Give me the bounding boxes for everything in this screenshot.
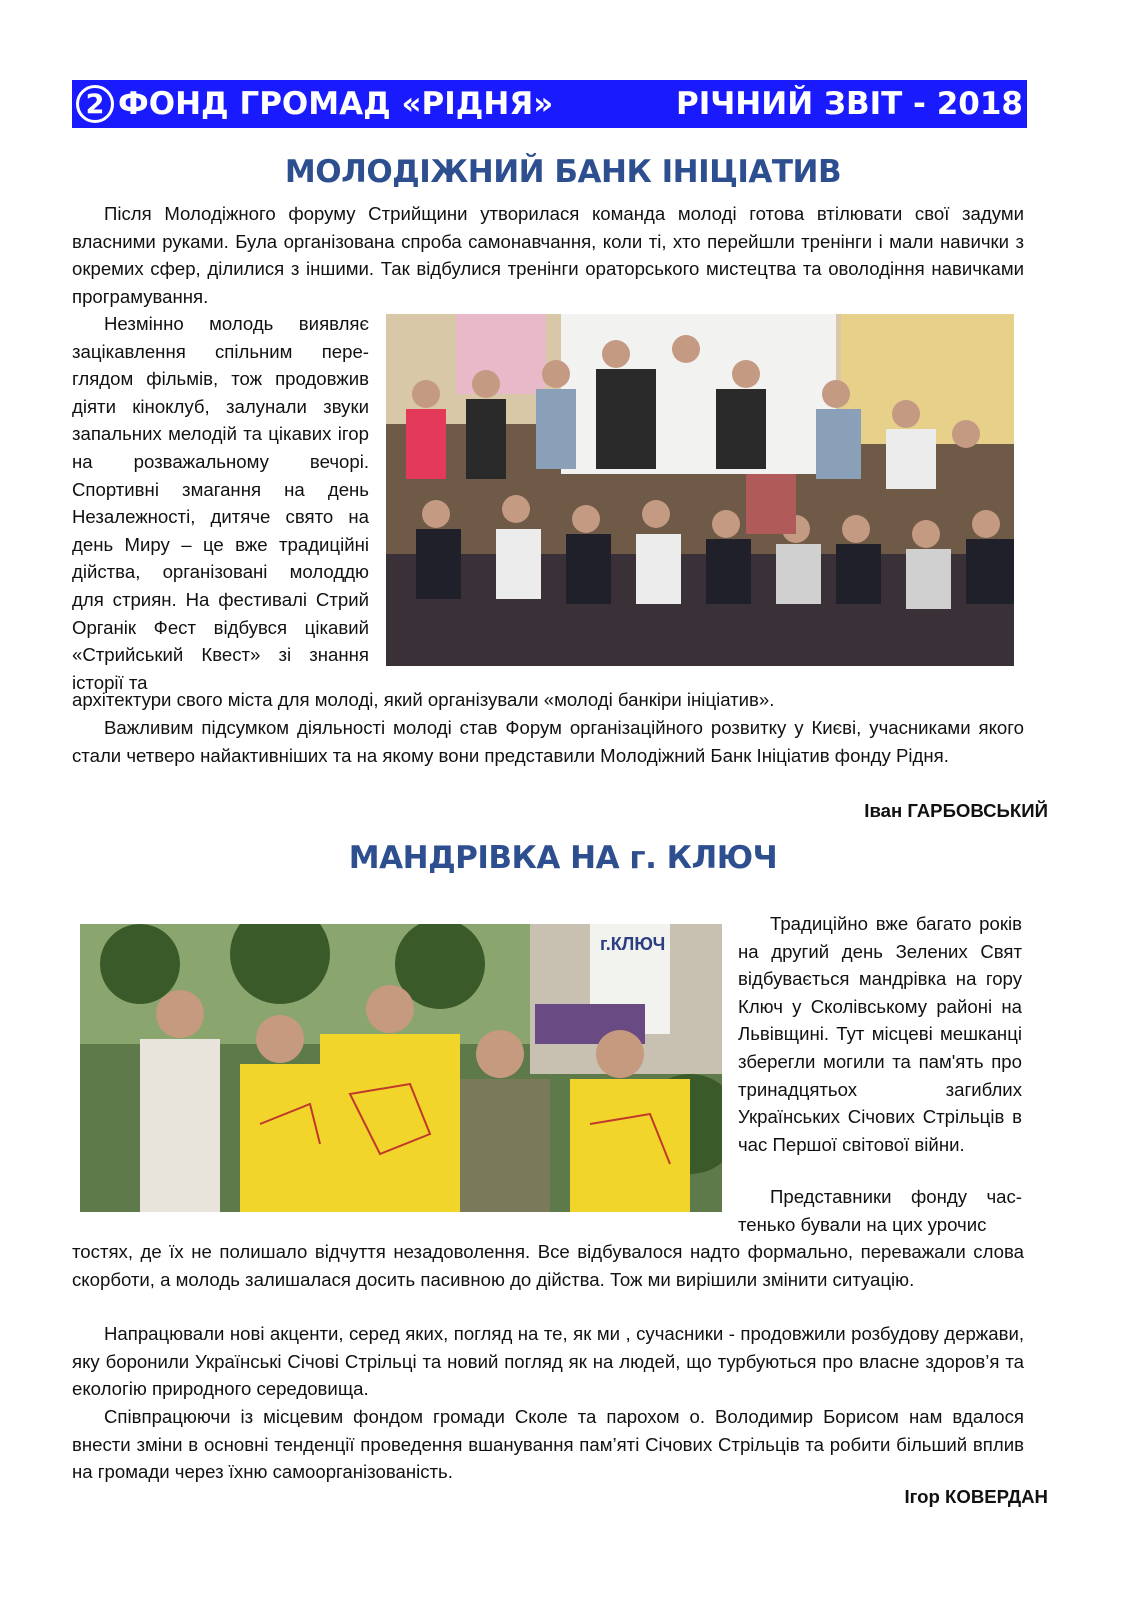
section1-title: МОЛОДІЖНИЙ БАНК ІНІЦІАТИВ: [284, 154, 842, 190]
page-number-badge: 2: [76, 85, 114, 123]
section1-author: Іван ГАРБОВСЬКИЙ: [864, 800, 1048, 821]
poster-label: г.КЛЮЧ: [600, 934, 666, 954]
section2-paragraph-4: Співпрацюючи із місцевим фондом громади Сколе та парохом о. Володимир Борисом нам вдалося внести зміни в основні тенденції проведення вшанування пам’яті Січових Стрільців та робити більший вплив на громади через їхню самоорганізованість.: [72, 1406, 1024, 1483]
section1-paragraph-2-end: архітектури свого міста для молоді, який організували «молоді банкіри ініціатив».: [72, 689, 775, 710]
section2-paragraph-2: Представники фонду частенько бували на цих урочис: [738, 1186, 1022, 1235]
section1-paragraph-2: Незмінно молодь виявляє зацікавлення спільним переглядом фільмів, тож продовжив діяти кіноклуб, залунали звуки запальних мелодій та цікавих ігор на розважальному вечорі. Спортивні змагання на день Незалежності, дитяче свято на день Миру – це вже традиційні дійства, організовані молоддю для стриян. На фестивалі Стрий Органік Фест відбувся цікавий «Стрийський Квест» зі знання історії та: [72, 313, 369, 693]
youth-group-photo: [386, 314, 1014, 666]
trip-group-photo: [80, 924, 722, 1212]
page-header: [72, 80, 1027, 128]
section2-paragraph-1: Традиційно вже багато років на другий день Зелених Свят відбувається мандрівка на гору Ключ у Сколівському районі на Львівщині. Тут місцеві мешканці зберегли могили та пам'ять про тринадцятьох загиблих Українських Січових Стрільців в час Першої світової війни.: [738, 913, 1022, 1155]
section2-title: МАНДРІВКА НА г. КЛЮЧ: [348, 840, 778, 876]
report-title: РІЧНИЙ ЗВІТ - 2018: [676, 86, 1023, 122]
section2-paragraph-2-end: тостях, де їх не полишало відчуття незадоволення. Все відбувалося надто формально, переважали слова скорботи, а молодь залишалася досить пасивною до дійства. Тож ми вирішили змінити ситуацію.: [72, 1241, 1024, 1290]
section2-author: Ігор КОВЕРДАН: [904, 1486, 1048, 1507]
section1-paragraph-1: Після Молодіжного форуму Стрийщини утворилася команда молоді готова втілювати свої задуми власними руками. Була організована спроба самонавчання, коли ті, хто перейшли тренінги і мали навички з окремих сфер, ділилися з іншими. Так відбулися тренінги ораторського мистецтва та оволодіння навичками програмування.: [72, 203, 1024, 307]
org-name: ФОНД ГРОМАД «РІДНЯ»: [118, 86, 554, 122]
section2-paragraph-3: Напрацювали нові акценти, серед яких, погляд на те, як ми , сучасники - продовжили розбудову держави, яку боронили Українські Січові Стрільці та новий погляд як на людей, що турбуються про власне здоров’я та екологію природного середовища.: [72, 1323, 1024, 1400]
section1-paragraph-3: Важливим підсумком діяльності молоді став Форум організаційного розвитку у Києві, учасниками якого стали четверо найактивніших та на якому вони представили Молодіжний Банк Ініціатив фонду Рідня.: [72, 717, 1024, 766]
